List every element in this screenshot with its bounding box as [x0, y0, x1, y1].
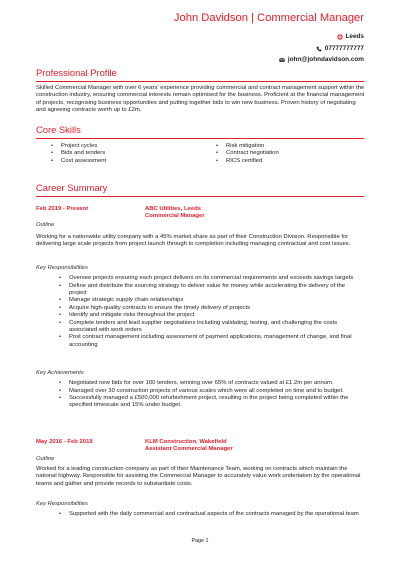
skill-item: • Risk mitigation [215, 143, 279, 150]
job-role: Commercial Manager [145, 213, 205, 220]
list-item: • Oversee projects ensuring each project delivers on its commercial requirements and exceeds savings targets [58, 275, 364, 282]
list-item: • Supported with the daily commercial and contractual aspects of the contracts managed by the operational team [58, 511, 364, 518]
section-heading-profile: Professional Profile [36, 67, 117, 78]
list-item: • Identify and mitigate risks throughout the project [58, 312, 364, 319]
job-outline-text: Worked for a leading construction company as part of their Maintenance Team, working on contracts which maintain the national highway. Responsible for assisting the Commercial Manager to accurately value work undertaken by the operational teams and gather and provide records to substantiate costs. [36, 466, 361, 487]
job-outline-text: Working for a nationwide utility company with a 45% market share as part of their Construction Division. Responsible for delivering large scale projects from project launch through to completion including managing contractual and cost issues. [36, 234, 351, 248]
contact-location [337, 33, 364, 40]
list-item: • Managed over 30 construction projects of various scales which were all completed on time and to budget. [58, 388, 364, 395]
job-dates: Feb 2019 - Present [36, 206, 89, 212]
skills-column-2 [215, 143, 279, 165]
section-heading-career: Career Summary [36, 182, 108, 193]
list-item: • Post contract management including assessment of payment applications, management of change, and final accounting [58, 334, 364, 348]
list-item: • Complete tenders and lead supplier negotiations including validating, testing, and challenging the costs associated with work orders [58, 320, 364, 334]
skill-item: • Cost assessment [50, 158, 106, 165]
skills-column-1 [50, 143, 106, 165]
outline-label: Outline [36, 456, 55, 462]
achievements-label: Key Achievements [36, 370, 84, 376]
section-divider [36, 196, 364, 197]
cv-name-title: John Davidson | Commercial Manager [173, 12, 364, 24]
outline-label: Outline [36, 222, 55, 228]
skill-item: • Project cycles [50, 143, 106, 150]
list-item: • Negotiated new bids for over 100 tenders, winning over 65% of contracts valued at £1.2m per annum. [58, 380, 364, 387]
job-outline [36, 466, 366, 488]
list-item: • Define and distribute the sourcing strategy to deliver value for money while accelerating the delivery of the project [58, 283, 364, 297]
section-divider [36, 138, 364, 139]
flag-icon [337, 34, 343, 40]
job-company: KLM Construction, Wakefield [145, 439, 227, 445]
responsibilities-list [58, 511, 364, 519]
page-number: Page 1 [191, 538, 209, 544]
profile-text [36, 85, 366, 114]
list-item: • Successfully managed a £500,000 refurbishment project, resulting in the project being completed within the specified timescale and 15% under budget. [58, 395, 364, 409]
section-divider [36, 81, 364, 82]
responsibilities-list [58, 275, 364, 349]
achievements-list [58, 380, 364, 410]
job-role: Assistant Commercial Manager [145, 446, 233, 453]
list-item: • Acquire high-quality contracts to ensure the timely delivery of projects [58, 305, 364, 312]
contact-email[interactable] [279, 56, 364, 63]
phone-icon [316, 46, 322, 52]
skill-item: • Contract negotiation [215, 150, 279, 157]
profile-paragraph: Skilled Commercial Manager with over 6 years' experience providing commercial and contract management support within the construction industry, ensuring commercial interests remain optimised for the business. Proficient at the financial management of projects, recognising business opportunities and putting together bids to win new business. Proven history of negotiating and agreeing contracts worth up to £2m. [36, 85, 365, 113]
responsibilities-label: Key Responsibilities [36, 265, 88, 271]
location-text: Leeds [345, 33, 364, 40]
skill-item: • RICS certified [215, 158, 279, 165]
job-company: ABC Utilities, Leeds [145, 206, 201, 212]
responsibilities-label: Key Responsibilities [36, 501, 88, 507]
job-title-block [145, 206, 205, 220]
job-title-block [145, 439, 233, 453]
email-text[interactable]: john@johndavidson.com [287, 56, 364, 63]
section-heading-skills: Core Skills [36, 124, 81, 135]
skill-item: • Bids and tenders [50, 150, 106, 157]
job-dates: May 2016 - Feb 2019 [36, 439, 93, 445]
job-outline [36, 234, 366, 249]
email-icon [279, 57, 285, 63]
contact-phone [316, 45, 364, 52]
list-item: • Manage strategic supply chain relationships [58, 297, 364, 304]
phone-text: 07777777777 [324, 45, 364, 52]
